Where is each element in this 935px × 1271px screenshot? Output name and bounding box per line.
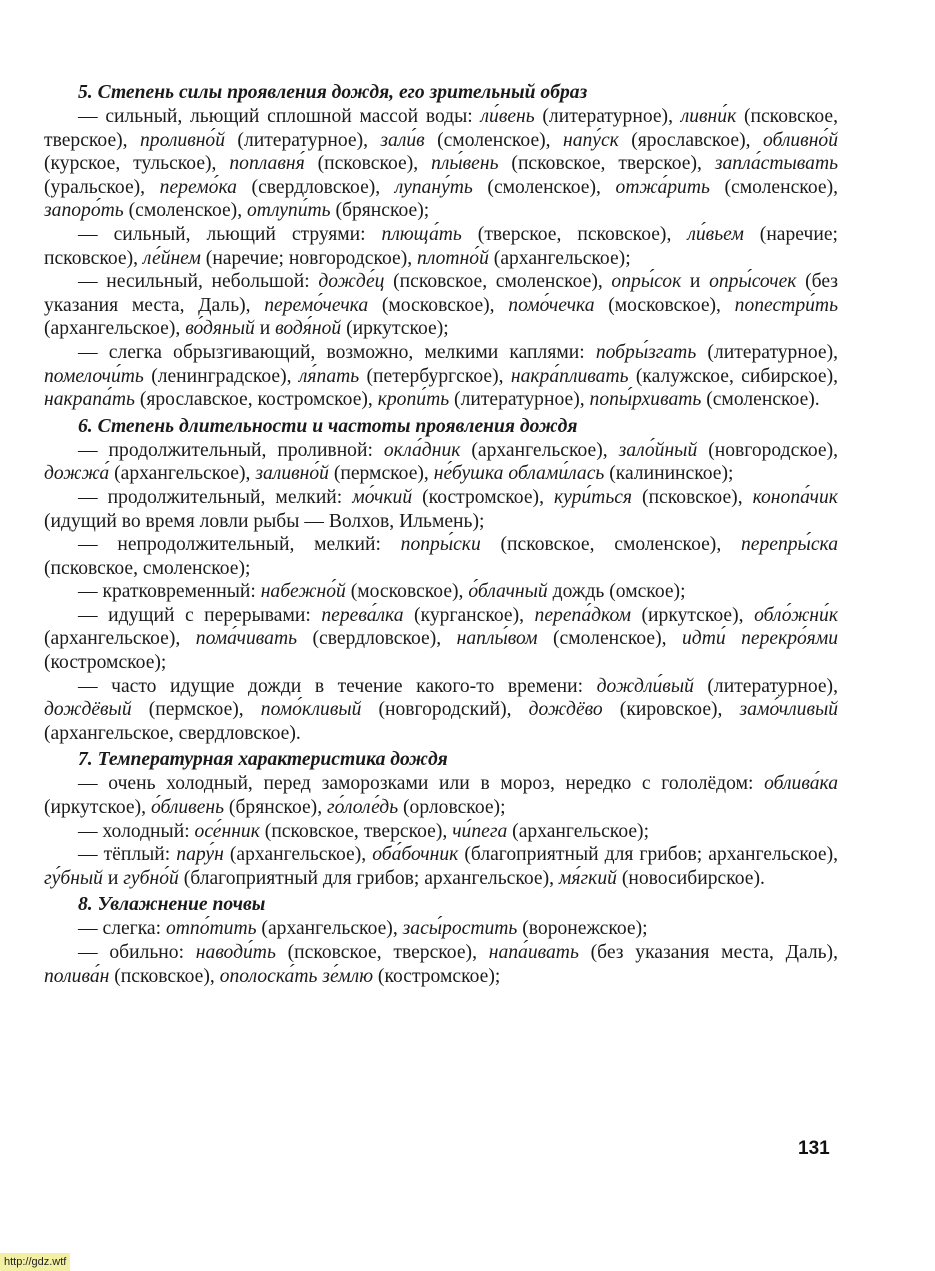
text-segment: и bbox=[102, 867, 124, 889]
dialect-word: отжа́рить bbox=[615, 176, 710, 198]
text-segment: — сильный, льющий сплошной массой воды: bbox=[78, 106, 481, 127]
text-segment: (иркутское), bbox=[44, 797, 151, 819]
text-segment: (псковское, тверское), bbox=[275, 942, 489, 963]
text-segment: — непродолжительный, мелкий: bbox=[78, 534, 401, 556]
dialect-word: наводи́ть bbox=[195, 942, 276, 963]
text-segment: (литературное), bbox=[225, 129, 381, 151]
dialect-word: ле́йнем bbox=[142, 247, 201, 269]
dialect-word: ли́вень bbox=[480, 106, 535, 127]
paragraph bbox=[44, 772, 838, 819]
dialect-word: ля́пать bbox=[298, 365, 360, 387]
text-segment: (архангельское), bbox=[256, 918, 403, 940]
text-segment: — очень холодный, перед заморозками или в мороз, нередко с гололёдом: bbox=[78, 773, 765, 795]
dialect-word: кропи́ть bbox=[377, 389, 450, 411]
text-segment: (архангельское); bbox=[488, 247, 631, 269]
text-segment: (курское, тульское), bbox=[44, 153, 230, 175]
dialect-word: дождёвый bbox=[44, 699, 132, 721]
text-segment: (костромское), bbox=[412, 486, 554, 508]
text-segment: (псковское), bbox=[109, 965, 220, 987]
dialect-word: попестри́ть bbox=[734, 294, 838, 316]
dialect-word: мо́чкий bbox=[352, 486, 413, 508]
text-segment: (московское), bbox=[594, 294, 735, 316]
dialect-word: осе́нник bbox=[194, 820, 260, 842]
text-segment: — продолжительный, проливной: bbox=[78, 439, 384, 461]
text-segment: (псковское, тверское), bbox=[44, 106, 838, 151]
dialect-word: водя́ной bbox=[275, 318, 342, 340]
paragraph bbox=[44, 820, 838, 844]
text-segment: (архангельское), bbox=[109, 463, 256, 485]
dialect-word: опры́сок bbox=[611, 271, 682, 293]
text-segment: — часто идущие дожди в течение какого-то времени: bbox=[78, 675, 597, 697]
section-title: 8. Увлажнение почвы bbox=[78, 894, 266, 916]
text-segment: (смоленское), bbox=[709, 176, 838, 198]
text-segment: (московское), bbox=[345, 581, 469, 603]
paragraph bbox=[44, 917, 838, 941]
dialect-word: накра́пливать bbox=[510, 365, 629, 387]
text-segment: — сильный, льющий струями: bbox=[78, 223, 382, 245]
text-segment: (костромское); bbox=[373, 965, 501, 987]
dialect-word: во́дяный bbox=[185, 318, 255, 340]
dialect-word: накрапа́ть bbox=[44, 389, 135, 411]
dialect-word: не́бушка облами́лась bbox=[433, 463, 605, 485]
text-segment: — обильно: bbox=[78, 942, 196, 963]
paragraph bbox=[44, 580, 838, 604]
dialect-word: плы́вень bbox=[431, 153, 499, 175]
section-title: 7. Температурная характеристика дождя bbox=[78, 749, 448, 771]
text-segment: (брянское), bbox=[224, 797, 327, 819]
dialect-word: чи́пега bbox=[452, 820, 508, 842]
dialect-word: дожжа́ bbox=[44, 463, 110, 485]
text-segment: (смоленское), bbox=[424, 129, 563, 151]
dialect-word: помо́кливый bbox=[260, 699, 362, 721]
text-segment: (псковское, смоленское), bbox=[480, 534, 741, 556]
text-segment: (калужское, сибирское), bbox=[628, 365, 838, 387]
text-segment: (брянское); bbox=[330, 200, 430, 222]
text-segment: (архангельское), bbox=[460, 439, 619, 461]
text-segment: (литературное), bbox=[696, 341, 838, 363]
dialect-word: зали́в bbox=[380, 129, 425, 151]
text-segment: (ярославское), bbox=[618, 129, 763, 151]
text-segment: (курганское), bbox=[403, 604, 535, 626]
text-segment: — идущий с перерывами: bbox=[78, 604, 322, 626]
dialect-word: попы́рхивать bbox=[589, 389, 702, 411]
dialect-word: помо́чечка bbox=[508, 294, 595, 316]
dialect-word: помелочи́ть bbox=[44, 365, 144, 387]
text-segment: (наречие; новгородское), bbox=[200, 247, 418, 269]
text-segment: — кратковременный: bbox=[78, 581, 261, 603]
text-segment: (смоленское). bbox=[701, 389, 820, 411]
text-segment: (пермское), bbox=[131, 699, 261, 721]
text-segment: (ленинградское), bbox=[143, 365, 299, 387]
dialect-word: конопа́чик bbox=[752, 486, 838, 508]
text-segment: (благоприятный для грибов; архангельское), bbox=[178, 867, 559, 889]
text-segment: (иркутское); bbox=[341, 318, 449, 340]
section bbox=[44, 892, 838, 988]
dialect-word: гу́бный bbox=[44, 867, 103, 889]
text-segment: — холодный: bbox=[78, 820, 195, 842]
text-segment: (петербургское), bbox=[359, 365, 511, 387]
section bbox=[44, 747, 838, 890]
dialect-word: набежно́й bbox=[260, 581, 346, 603]
text-segment: (кировское), bbox=[602, 699, 740, 721]
paragraph bbox=[44, 941, 838, 988]
text-segment: — несильный, небольшой: bbox=[78, 271, 319, 293]
paragraph bbox=[44, 843, 838, 890]
text-segment: (пермское), bbox=[328, 463, 434, 485]
text-segment: — слегка: bbox=[78, 918, 166, 940]
page-number: 131 bbox=[798, 1138, 830, 1159]
dialect-word: плюща́ть bbox=[381, 223, 462, 245]
text-segment: (костромское); bbox=[44, 652, 167, 674]
text-segment: (без указания места, Даль), bbox=[44, 271, 839, 316]
dialect-word: побры́згать bbox=[595, 341, 697, 363]
dialect-word: напу́ск bbox=[562, 129, 619, 151]
dialect-word: проливно́й bbox=[139, 129, 226, 151]
dialect-word: перева́лка bbox=[321, 604, 404, 626]
dialect-word: отлупи́ть bbox=[247, 200, 331, 222]
text-segment: и bbox=[254, 318, 276, 340]
paragraph bbox=[44, 223, 838, 270]
text-segment: (архангельское, свердловское). bbox=[44, 722, 301, 744]
text-segment: — слегка обрызгивающий, возможно, мелкими каплями: bbox=[78, 341, 596, 363]
dialect-word: засы́ростить bbox=[402, 918, 518, 940]
text-segment: и bbox=[681, 271, 710, 293]
paragraph bbox=[44, 675, 838, 746]
text-segment: (смоленское), bbox=[123, 200, 247, 222]
text-segment: (благоприятный для грибов; архангельское), bbox=[458, 844, 839, 866]
text-segment: (литературное), bbox=[693, 675, 838, 697]
dialect-word: перепа́дком bbox=[534, 604, 631, 626]
dialect-word: ли́вьем bbox=[687, 223, 744, 245]
dialect-word: оба́бочник bbox=[372, 844, 459, 866]
text-segment: (московское), bbox=[368, 294, 509, 316]
text-segment: (тверское, псковское), bbox=[461, 223, 688, 245]
text-segment: (псковское), bbox=[304, 153, 432, 175]
book-page bbox=[44, 80, 838, 988]
paragraph bbox=[44, 604, 838, 675]
text-segment: (орловское); bbox=[398, 797, 506, 819]
paragraph bbox=[44, 270, 838, 341]
dialect-word: мя́гкий bbox=[558, 867, 617, 889]
text-segment: (литературное), bbox=[449, 389, 590, 411]
dialect-word: пару́н bbox=[176, 844, 224, 866]
text-segment: (новосибирское). bbox=[616, 867, 765, 889]
dialect-word: лупану́ть bbox=[394, 176, 473, 198]
dialect-word: полива́н bbox=[44, 965, 110, 987]
dialect-word: кури́ться bbox=[553, 486, 633, 508]
paragraph bbox=[44, 533, 838, 580]
dialect-word: о́блачный bbox=[468, 581, 548, 603]
text-segment: (уральское), bbox=[44, 176, 160, 198]
text-segment: (новгородский), bbox=[361, 699, 529, 721]
dialect-word: замо́чливый bbox=[739, 699, 839, 721]
text-segment: (смоленское), bbox=[472, 176, 616, 198]
dialect-word: плотно́й bbox=[417, 247, 489, 269]
paragraph bbox=[44, 341, 838, 412]
text-segment: (литературное), bbox=[534, 106, 681, 127]
text-segment: (свердловское), bbox=[236, 176, 395, 198]
dialect-word: обливно́й bbox=[762, 129, 839, 151]
dialect-word: обло́жни́к bbox=[754, 604, 838, 626]
text-segment: (архангельское), bbox=[44, 318, 186, 340]
text-segment: (псковское, смоленское); bbox=[44, 557, 251, 579]
text-segment: (идущий во время ловли рыбы — Волхов, Ильмень); bbox=[44, 510, 485, 532]
text-segment: (псковское, тверское), bbox=[498, 153, 715, 175]
text-segment: — продолжительный, мелкий: bbox=[78, 486, 353, 508]
dialect-word: наплы́вом bbox=[456, 628, 538, 650]
dialect-word: ополоска́ть зе́млю bbox=[219, 965, 374, 987]
dialect-word: запла́стывать bbox=[714, 153, 839, 175]
dialect-word: отпо́тить bbox=[165, 918, 257, 940]
dialect-word: го́лоле́дь bbox=[327, 797, 399, 819]
text-segment: (без указания места, Даль), bbox=[578, 942, 838, 963]
dialect-word: о́бливень bbox=[150, 797, 225, 819]
text-segment: (псковское, тверское), bbox=[259, 820, 453, 842]
dialect-word: пома́чивать bbox=[195, 628, 298, 650]
dialect-word: дождёво bbox=[528, 699, 603, 721]
dialect-word: перепры́ска bbox=[740, 534, 838, 556]
dialect-word: перемо́ка bbox=[159, 176, 237, 198]
paragraph bbox=[44, 439, 838, 486]
text-segment: (ярославское, костромское), bbox=[134, 389, 378, 411]
dialect-word: зало́йный bbox=[618, 439, 698, 461]
dialect-word: окла́дник bbox=[383, 439, 461, 461]
text-segment: (свердловское), bbox=[297, 628, 457, 650]
text-segment: (воронежское); bbox=[517, 918, 648, 940]
dialect-word: напа́ивать bbox=[488, 942, 579, 963]
text-segment: (иркутское), bbox=[631, 604, 755, 626]
text-segment: (архангельское); bbox=[507, 820, 650, 842]
dialect-word: губно́й bbox=[123, 867, 179, 889]
text-segment: (архангельское), bbox=[223, 844, 373, 866]
dialect-word: опры́сочек bbox=[709, 271, 797, 293]
section-title: 5. Степень силы проявления дождя, его зрительный образ bbox=[78, 82, 588, 103]
text-segment: (наречие; псковское), bbox=[44, 223, 838, 269]
dialect-word: дождли́вый bbox=[596, 675, 694, 697]
text-segment: (архангельское), bbox=[44, 628, 196, 650]
text-segment: дождь (омское); bbox=[547, 581, 686, 603]
text-segment: (псковское), bbox=[632, 486, 753, 508]
section bbox=[44, 414, 838, 746]
dialect-word: идти́ перекро́ями bbox=[681, 628, 838, 650]
dialect-word: заливно́й bbox=[255, 463, 329, 485]
text-segment: — тёплый: bbox=[78, 844, 177, 866]
section-title: 6. Степень длительности и частоты проявления дождя bbox=[78, 415, 578, 437]
dialect-word: попры́ски bbox=[400, 534, 481, 556]
dialect-word: облива́ка bbox=[764, 773, 838, 795]
dialect-word: поплавня́ bbox=[229, 153, 305, 175]
section bbox=[44, 80, 838, 412]
dialect-word: запоро́ть bbox=[44, 200, 124, 222]
paragraph bbox=[44, 486, 838, 533]
text-segment: (новгородское), bbox=[697, 439, 838, 461]
dialect-word: перемо́чечка bbox=[264, 294, 369, 316]
dialect-word: дожде́ц bbox=[318, 271, 385, 293]
paragraph bbox=[44, 105, 838, 223]
dialect-word: ливни́к bbox=[680, 106, 737, 127]
text-segment: (псковское, смоленское), bbox=[384, 271, 612, 293]
text-segment: (калининское); bbox=[604, 463, 734, 485]
text-segment: (смоленское), bbox=[537, 628, 682, 650]
watermark-link[interactable]: http://gdz.wtf bbox=[0, 1253, 70, 1271]
